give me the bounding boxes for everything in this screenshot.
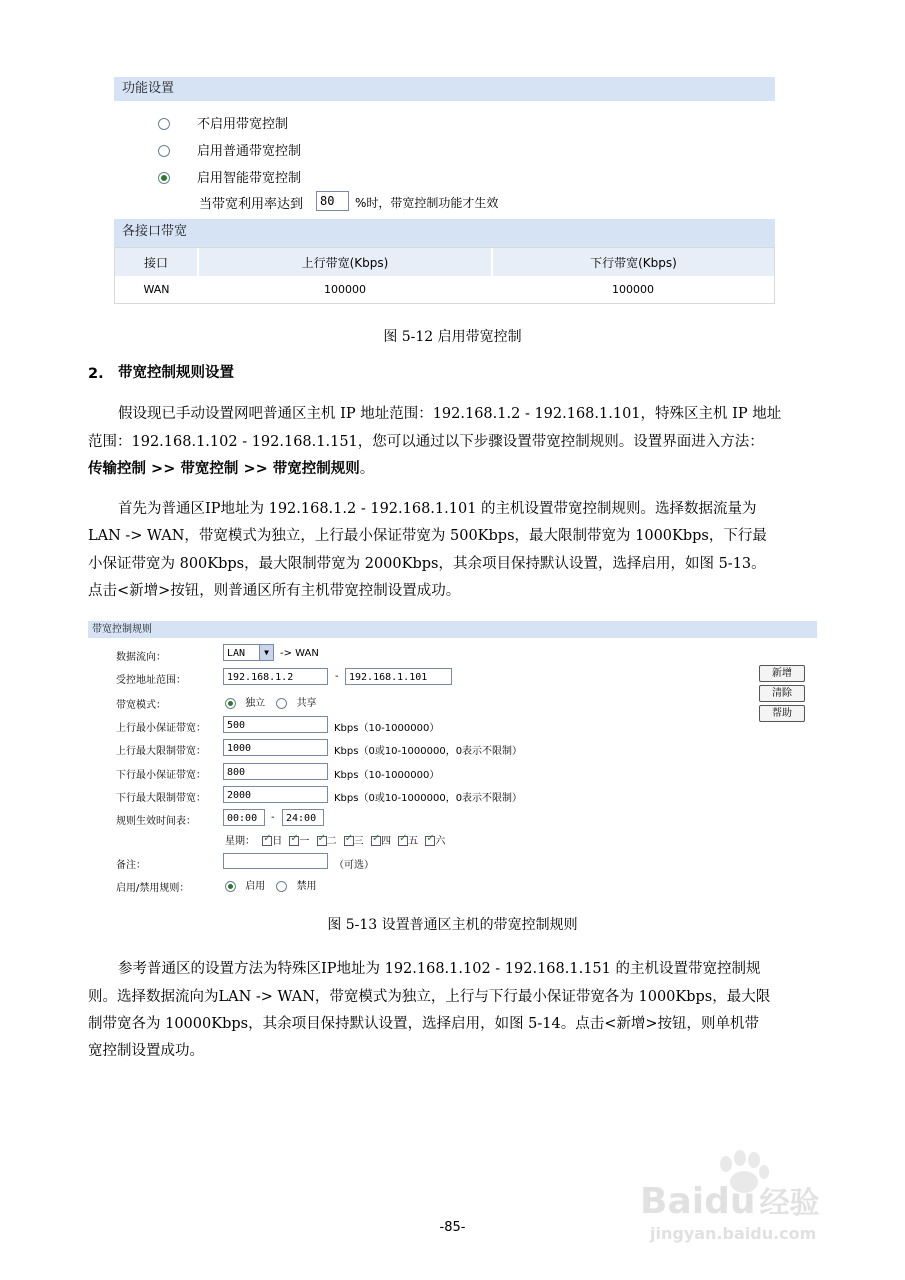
figure-caption-5-13: 图 5-13 设置普通区主机的带宽控制规则	[327, 917, 578, 933]
enable-options	[225, 877, 317, 892]
range-end-input[interactable]: 192.168.1.101	[345, 668, 452, 685]
day-label: 一	[299, 836, 310, 847]
paragraph-line: 点击<新增>按钮，则普通区所有主机带宽控制设置成功。	[88, 583, 461, 599]
radio-smart-bandwidth[interactable]	[158, 169, 170, 188]
mode-independent-label: 独立	[245, 698, 266, 709]
day-label: 三	[353, 836, 364, 847]
page-number: -85-	[439, 1220, 466, 1235]
up-max-label: 上行最大限制带宽：	[116, 746, 206, 757]
paragraph-line: 参考普通区的设置方法为特殊区IP地址为 192.168.1.102 - 192.168.1.151 的主机设置带宽控制规	[118, 961, 761, 977]
flow-select-value: LAN	[227, 648, 246, 659]
note-input[interactable]	[223, 853, 328, 869]
paragraph-end: 。	[359, 461, 375, 477]
radio-label: 不启用带宽控制	[197, 117, 289, 132]
mode-independent-radio[interactable]	[225, 698, 236, 709]
flow-suffix: -> WAN	[280, 648, 319, 659]
paragraph-line: 小保证带宽为 800Kbps，最大限制带宽为 2000Kbps，其余项目保持默认设置，选择启用，如图 5-13。	[88, 556, 766, 572]
day-checkbox[interactable]	[289, 836, 299, 846]
paragraph-line: 假设现已手动设置网吧普通区主机 IP 地址范围：192.168.1.2 - 192.168.1.101，特殊区主机 IP 地址	[118, 406, 782, 422]
radio-label: 启用智能带宽控制	[197, 171, 302, 186]
note-hint: （可选）	[334, 860, 374, 871]
interface-bandwidth-header: 各接口带宽	[114, 219, 775, 247]
flow-label: 数据流向：	[116, 652, 166, 663]
day-checkbox[interactable]	[317, 836, 327, 846]
figure-caption-5-12: 图 5-12 启用带宽控制	[383, 329, 522, 345]
day-label: 五	[408, 836, 419, 847]
disable-radio[interactable]	[276, 881, 287, 892]
note-label: 备注：	[116, 860, 146, 871]
day-label: 六	[435, 836, 446, 847]
down-max-hint: Kbps（0或10-1000000，0表示不限制）	[334, 793, 523, 804]
col-header-downstream: 下行带宽(Kbps)	[590, 255, 677, 270]
up-max-input[interactable]: 1000	[223, 739, 328, 756]
paragraph-line: 制带宽各为 10000Kbps，其余项目保持默认设置，选择启用，如图 5-14。点击<新增>按钮，则单机带	[88, 1016, 760, 1032]
radio-label: 启用普通带宽控制	[197, 144, 302, 159]
schedule-label: 规则生效时间表：	[116, 816, 196, 827]
watermark-url: jingyan.baidu.com	[650, 1224, 817, 1243]
col-header-interface: 接口	[115, 248, 198, 276]
watermark-baidu: Baidu	[640, 1181, 756, 1222]
disable-radio-label: 禁用	[296, 881, 317, 892]
down-max-label: 下行最大限制带宽：	[116, 793, 206, 804]
paragraph-line: 范围：192.168.1.102 - 192.168.1.151，您可以通过以下步骤设置带宽控制规则。设置界面进入方法：	[88, 434, 764, 450]
cell-downstream: 100000	[612, 283, 654, 296]
section-number: 2.	[88, 366, 104, 382]
day-checkbox[interactable]	[371, 836, 381, 846]
day-label: 日	[272, 836, 283, 847]
col-header-upstream: 上行带宽(Kbps)	[198, 248, 492, 276]
up-min-label: 上行最小保证带宽：	[116, 723, 206, 734]
mode-label: 带宽模式：	[116, 700, 166, 711]
threshold-suffix: %时，带宽控制功能才生效	[355, 196, 499, 210]
range-dash: -	[335, 671, 339, 682]
watermark-jingyan: 经验	[759, 1186, 820, 1221]
threshold-prefix: 当带宽利用率达到	[199, 197, 304, 212]
enable-radio-label: 启用	[245, 881, 266, 892]
day-checkbox[interactable]	[425, 836, 435, 846]
cell-upstream: 100000	[324, 283, 366, 296]
table-row	[115, 276, 774, 303]
radio-normal-bandwidth[interactable]	[158, 142, 170, 161]
time-start-input[interactable]: 00:00	[223, 809, 265, 826]
threshold-input[interactable]: 80	[316, 191, 349, 211]
section-title: 带宽控制规则设置	[118, 364, 234, 381]
day-checkbox[interactable]	[344, 836, 354, 846]
radio-disable-bandwidth[interactable]	[158, 115, 170, 134]
down-min-label: 下行最小保证带宽：	[116, 770, 206, 781]
down-min-input[interactable]: 800	[223, 763, 328, 780]
flow-select[interactable]	[223, 644, 274, 661]
up-max-hint: Kbps（0或10-1000000，0表示不限制）	[334, 746, 523, 757]
range-label: 受控地址范围：	[116, 675, 186, 686]
add-button[interactable]: 新增	[759, 665, 805, 682]
mode-shared-radio[interactable]	[276, 698, 287, 709]
function-settings-header: 功能设置	[114, 77, 775, 101]
bandwidth-rules-header: 带宽控制规则	[88, 621, 817, 638]
clear-button[interactable]: 清除	[759, 685, 805, 702]
down-max-input[interactable]: 2000	[223, 786, 328, 803]
paragraph-line: LAN -> WAN，带宽模式为独立，上行最小保证带宽为 500Kbps，最大限制带宽为 1000Kbps，下行最	[88, 528, 767, 544]
day-checkbox[interactable]	[262, 836, 272, 846]
week-label: 星期：	[225, 836, 255, 847]
time-dash: -	[271, 812, 275, 823]
paragraph-line: 则。选择数据流向为LAN -> WAN，带宽模式为独立，上行与下行最小保证带宽各为 1000Kbps，最大限	[88, 989, 771, 1005]
paragraph-line: 首先为普通区IP地址为 192.168.1.2 - 192.168.1.101 的主机设置带宽控制规则。选择数据流量为	[118, 501, 757, 517]
day-label: 四	[380, 836, 391, 847]
mode-options	[225, 694, 317, 709]
up-min-hint: Kbps（10-1000000）	[334, 723, 440, 734]
day-label: 二	[326, 836, 337, 847]
nav-path: 传输控制 >> 带宽控制 >> 带宽控制规则	[88, 461, 360, 477]
enable-radio[interactable]	[225, 881, 236, 892]
chevron-down-icon[interactable]: ▼	[259, 645, 273, 660]
paragraph-line: 宽控制设置成功。	[88, 1043, 204, 1059]
enable-label: 启用/禁用规则：	[116, 883, 190, 894]
range-start-input[interactable]: 192.168.1.2	[223, 668, 328, 685]
cell-interface: WAN	[143, 283, 170, 296]
weekday-row	[225, 832, 445, 847]
mode-shared-label: 共享	[296, 698, 317, 709]
interface-table	[114, 247, 775, 304]
help-button[interactable]: 帮助	[759, 705, 805, 722]
day-checkbox[interactable]	[398, 836, 408, 846]
down-min-hint: Kbps（10-1000000）	[334, 770, 440, 781]
up-min-input[interactable]: 500	[223, 716, 328, 733]
time-end-input[interactable]: 24:00	[282, 809, 324, 826]
